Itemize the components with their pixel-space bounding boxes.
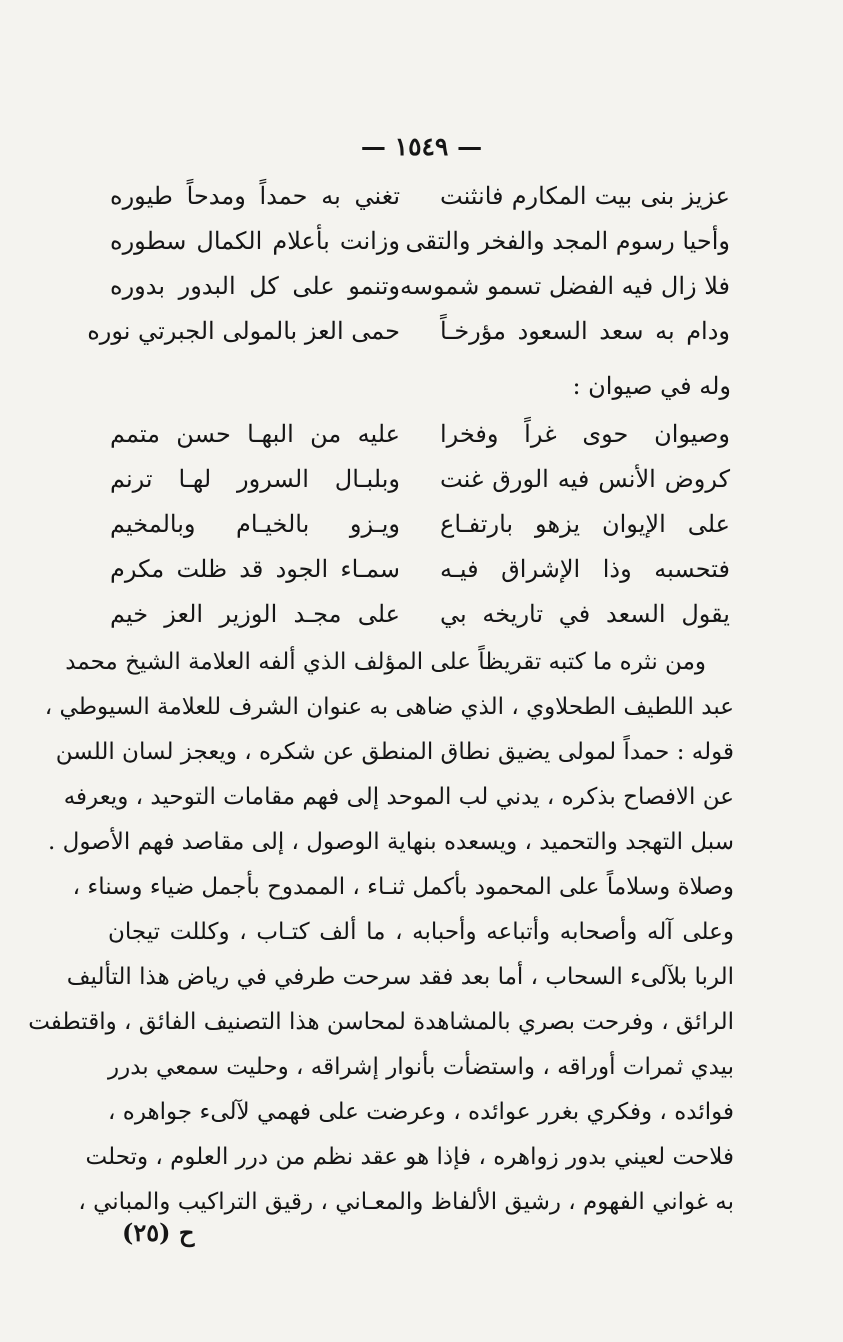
- prose-line: فلاحت لعيني بدور زواهره ، فإذا هو عقد نظم من درر العلوم ، وتحلت: [85, 1144, 734, 1170]
- prose-line: الربا بلآلىء السحاب ، أما بعد فقد سرحت طرفي في رياض هذا التأليف: [66, 964, 734, 990]
- prose-line: فوائده ، وفكري بغرر عوائده ، وعرضت على فهمي لآلىء جواهره ،: [108, 1099, 734, 1125]
- verse-line: [110, 547, 730, 592]
- prose-line: وعلى آله وأصحابه وأتباعه وأحبابه ، ما ألف كتـاب ، وكللت تيجان: [108, 919, 734, 945]
- prose-line: بيدي ثمرات أوراقه ، واستضأت بأنوار إشراقه ، وحليت سمعي بدرر: [108, 1054, 734, 1080]
- verse-first-hemistich: عزيز بنى بيت المكارم فانثنت: [440, 182, 730, 210]
- prose-body: [28, 640, 734, 1225]
- verse-line: [110, 174, 730, 219]
- prose-line: سبل التهجد والتحميد ، ويسعده بنهاية الوصول ، إلى مقاصد فهم الأصول .: [48, 829, 734, 855]
- verse-second-hemistich: سمـاء الجود قد ظلت مكرم: [110, 555, 400, 583]
- verse-second-hemistich: وزانت بأعلام الكمال سطوره: [110, 227, 400, 255]
- verse-second-hemistich: وبلبـال السرور لهـا ترنم: [110, 465, 400, 493]
- verse-first-hemistich: كروض الأنس فيه الورق غنت: [440, 465, 730, 493]
- verse-line: [110, 592, 730, 637]
- verse-second-hemistich: على مجـد الوزير العز خيم: [110, 600, 400, 628]
- verse-line: [110, 264, 730, 309]
- prose-line: عبد اللطيف الطحلاوي ، الذي ضاهى به عنوان الشرف للعلامة السيوطي ،: [44, 694, 734, 720]
- prose-line: به غواني الفهوم ، رشيق الألفاظ والمعـاني ، رقيق التراكيب والمباني ،: [78, 1189, 734, 1215]
- verse-first-hemistich: على الإيوان يزهو بارتفـاع: [440, 510, 730, 538]
- verse-first-hemistich: فتحسبه وذا الإشراق فيـه: [440, 555, 730, 583]
- prose-line: قوله : حمداً لمولى يضيق نطاق المنطق عن شكره ، ويعجز لسان اللسن: [55, 739, 734, 765]
- verse-second-hemistich: عليه من البهـا حسن متمم: [110, 420, 400, 448]
- verse-second-hemistich: حمى العز بالمولى الجبرتي نوره: [87, 317, 400, 345]
- verse-line: [110, 502, 730, 547]
- verse-second-hemistich: ويـزو بالخيـام وبالمخيم: [110, 510, 400, 538]
- poem-1: [87, 174, 730, 354]
- poem-2: [110, 412, 730, 637]
- verse-first-hemistich: وأحيا رسوم المجد والفخر والتقى: [405, 227, 730, 255]
- verse-first-hemistich: ودام به سعد السعود مؤرخـاً: [440, 317, 730, 345]
- page-number: — ١٥٤٩ —: [360, 132, 483, 161]
- verse-first-hemistich: وصيوان حوى غراً وفخرا: [440, 420, 730, 448]
- verse-second-hemistich: وتنمو على كل البدور بدوره: [110, 272, 400, 300]
- verse-line: [110, 457, 730, 502]
- prose-line: الرائق ، وفرحت بصري بالمشاهدة لمحاسن هذا التصنيف الفائق ، واقتطفت: [28, 1009, 734, 1035]
- verse-first-hemistich: فلا زال فيه الفضل تسمو شموسه: [399, 272, 730, 300]
- poem-intro: وله في صيوان :: [572, 372, 731, 400]
- verse-second-hemistich: تغني به حمداً ومدحاً طيوره: [110, 182, 400, 210]
- signature-mark: ح (٢٥): [122, 1218, 195, 1247]
- prose-line: عن الافصاح بذكره ، يدني لب الموحد إلى فهم مقامات التوحيد ، ويعرفه: [63, 784, 734, 810]
- verse-line: [110, 219, 730, 264]
- prose-line: ومن نثره ما كتبه تقريظاً على المؤلف الذي ألفه العلامة الشيخ محمد: [65, 649, 706, 675]
- prose-line: وصلاة وسلاماً على المحمود بأكمل ثنـاء ، الممدوح بأجمل ضياء وسناء ،: [72, 874, 734, 900]
- verse-line: [110, 412, 730, 457]
- verse-first-hemistich: يقول السعد في تاريخه بي: [440, 600, 730, 628]
- verse-line: [87, 309, 730, 354]
